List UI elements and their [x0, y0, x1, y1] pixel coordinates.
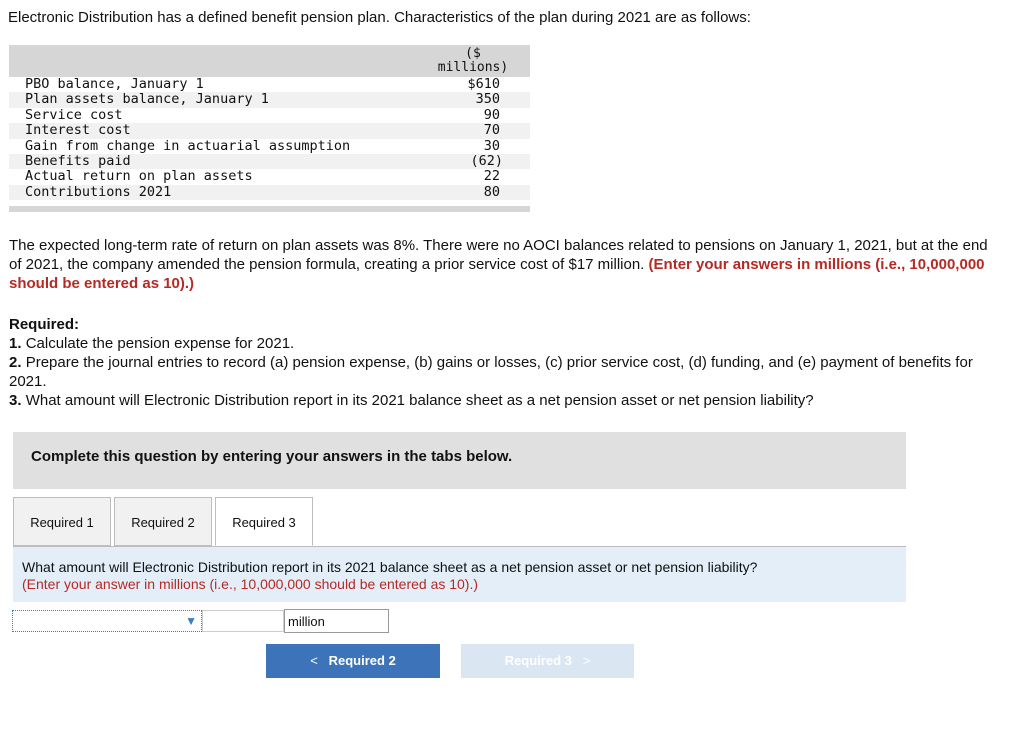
required-item-3 — [9, 391, 999, 410]
next-required-3-button[interactable] — [461, 644, 634, 678]
row-value: 30 — [483, 137, 500, 154]
table-footer-bar — [9, 206, 530, 212]
row-label: Gain from change in actuarial assumption — [25, 137, 351, 154]
row-label: Benefits paid — [25, 153, 131, 169]
column-header-millions: ($ millions) — [437, 46, 509, 75]
asset-liability-select[interactable] — [12, 610, 202, 632]
tab-required-2[interactable]: Required 2 — [114, 497, 212, 546]
instructions-text: Complete this question by entering your answers in the tabs below. — [31, 448, 513, 465]
problem-paragraph — [9, 236, 999, 293]
intro-text: Electronic Distribution has a defined benefit pension plan. Characteristics of the plan during 2021 are as follows: — [8, 9, 751, 26]
row-label: Service cost — [25, 106, 123, 123]
plan-characteristics-table — [9, 45, 530, 212]
instructions-panel — [13, 432, 906, 489]
row-label: PBO balance, January 1 — [25, 76, 204, 92]
tab-required-1[interactable]: Required 1 — [13, 497, 111, 546]
table-row — [9, 169, 530, 184]
item-number: 3. — [9, 392, 22, 409]
unit-label: million — [284, 609, 389, 633]
row-value: 80 — [483, 183, 500, 200]
item-text: What amount will Electronic Distribution report in its 2021 balance sheet as a net pension asset or net pension liability? — [25, 392, 814, 409]
item-number: 1. — [9, 335, 22, 352]
table-header — [9, 45, 530, 77]
row-label: Contributions 2021 — [25, 183, 172, 200]
required-section — [9, 315, 999, 410]
answer-format-note: (Enter your answers in millions (i.e., 10,000,000 should be entered as 10).) — [9, 256, 985, 292]
row-label: Interest cost — [25, 122, 131, 139]
table-row — [9, 92, 530, 107]
row-value: (62) — [470, 153, 503, 169]
required-item-2 — [9, 353, 999, 391]
problem-text: The expected long-term rate of return on plan assets was 8%. There were no AOCI balances related to pensions on January 1, 2021, but at the end of 2021, the company amended the pension formula, creating a prior service cost of $17 million. — [9, 237, 988, 273]
table-row — [9, 154, 530, 169]
table-row — [9, 185, 530, 200]
question-box — [13, 547, 906, 602]
table-row — [9, 123, 530, 138]
item-text: Calculate the pension expense for 2021. — [25, 335, 295, 352]
row-value: 22 — [483, 168, 500, 185]
chevron-left-icon: < — [310, 653, 318, 668]
row-label: Actual return on plan assets — [25, 168, 253, 185]
amount-input[interactable] — [202, 610, 284, 632]
item-text: Prepare the journal entries to record (a) pension expense, (b) gains or losses, (c) prior service cost, (d) funding, and (e) payment of benefits for 2021. — [9, 354, 973, 390]
next-button-label: Required 3 — [504, 653, 572, 668]
row-value: 70 — [483, 122, 500, 139]
dropdown-arrow-icon: ▼ — [185, 614, 197, 628]
table-row — [9, 108, 530, 123]
row-label: Plan assets balance, January 1 — [25, 91, 269, 108]
table-row — [9, 139, 530, 154]
row-value: $610 — [467, 76, 500, 92]
question-text: What amount will Electronic Distribution report in its 2021 balance sheet as a net pension asset or net pension liability? — [22, 559, 758, 575]
row-value: 350 — [475, 91, 500, 108]
required-item-1 — [9, 334, 999, 353]
prev-required-2-button[interactable] — [266, 644, 440, 678]
required-heading: Required: — [9, 316, 80, 333]
chevron-right-icon: > — [582, 653, 591, 668]
item-number: 2. — [9, 354, 22, 371]
prev-button-label: Required 2 — [328, 653, 396, 668]
question-note: (Enter your answer in millions (i.e., 10,000,000 should be entered as 10).) — [22, 576, 479, 592]
row-value: 90 — [483, 106, 500, 123]
table-row — [9, 77, 530, 92]
tab-required-3[interactable]: Required 3 — [215, 497, 313, 546]
